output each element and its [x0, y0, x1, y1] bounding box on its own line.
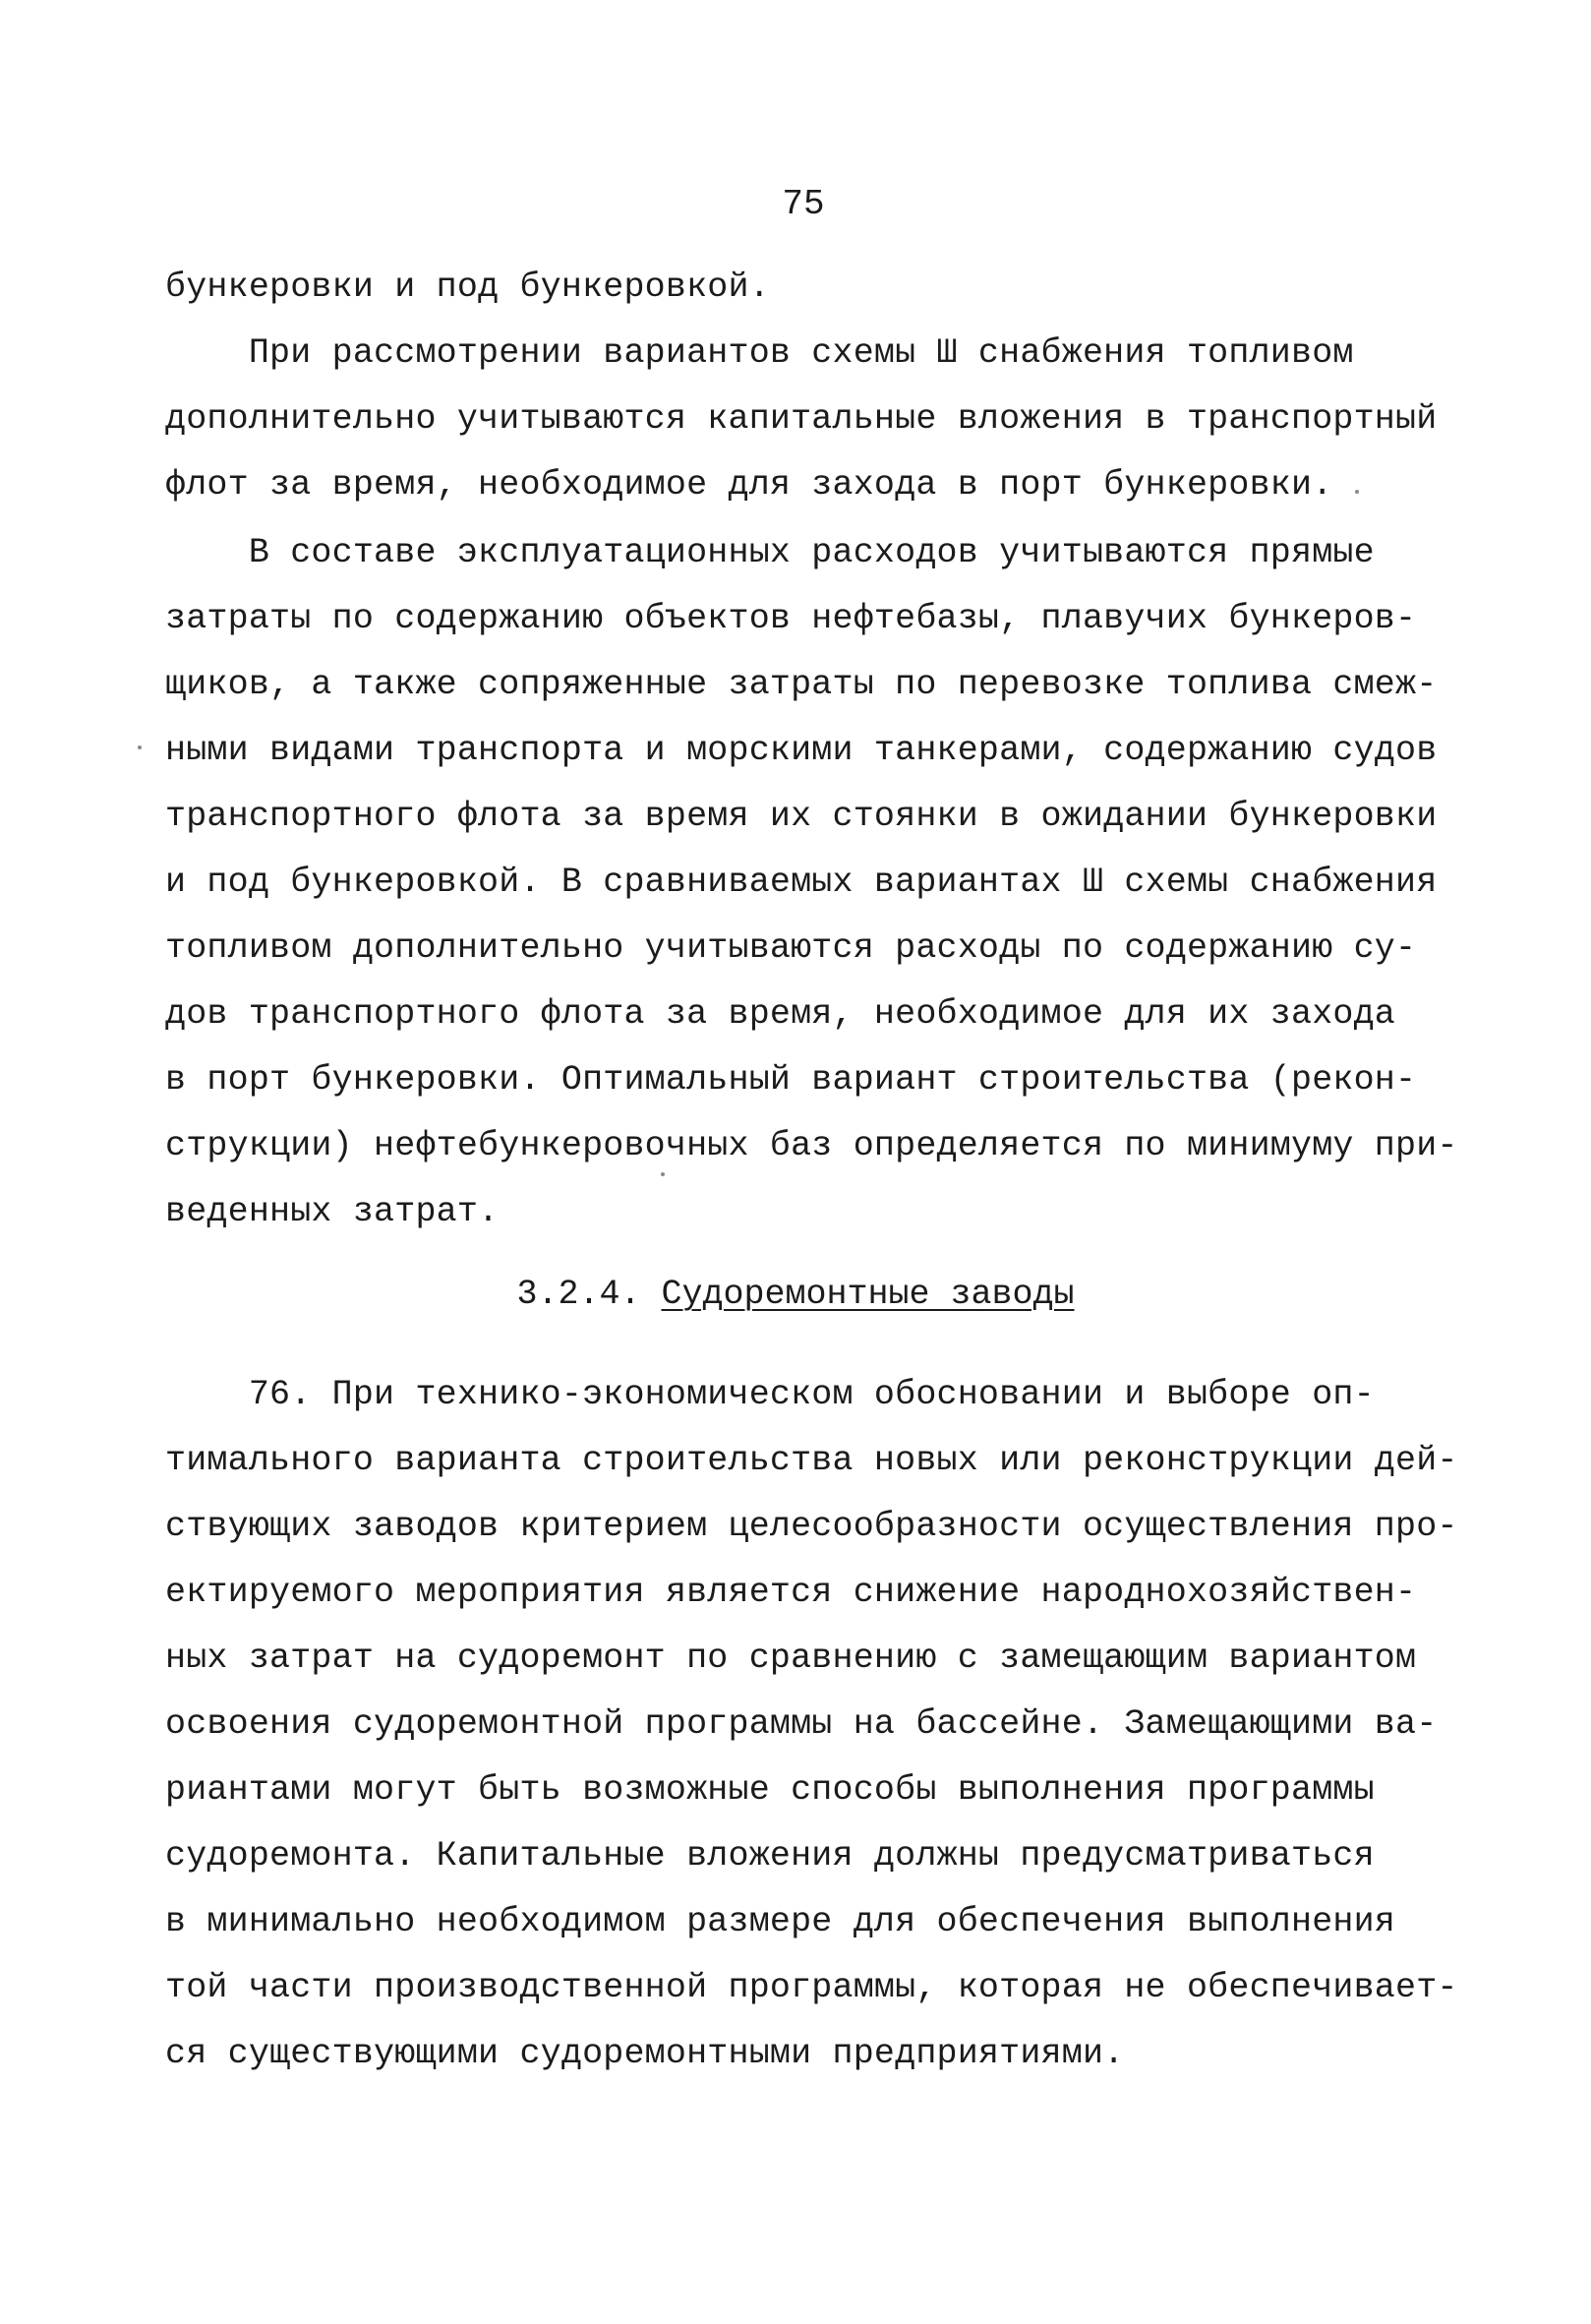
text-line: При рассмотрении вариантов схемы Ш снабжения топливом: [165, 333, 1354, 373]
text-line: транспортного флота за время их стоянки в ожидании бункеровки: [165, 797, 1438, 836]
text-line: ствующих заводов критерием целесообразности осуществления про-: [165, 1507, 1458, 1546]
text-line: и под бункеровкой. В сравниваемых вариантах Ш схемы снабжения: [165, 863, 1438, 902]
scan-speck: [1355, 490, 1359, 494]
section-number: 3.2.4.: [516, 1275, 641, 1314]
text-line: дов транспортного флота за время, необходимое для их захода: [165, 994, 1396, 1034]
text-line: в порт бункеровки. Оптимальный вариант строительства (рекон-: [165, 1060, 1417, 1100]
text-line: освоения судоремонтной программы на бассейне. Замещающими ва-: [165, 1704, 1438, 1744]
text-line: тимального варианта строительства новых или реконструкции дей-: [165, 1441, 1458, 1480]
scan-speck: [661, 1172, 665, 1176]
text-line: в минимально необходимом размере для обеспечения выполнения: [165, 1902, 1396, 1941]
text-line: ектируемого мероприятия является снижение народнохозяйствен-: [165, 1573, 1417, 1612]
text-line: дополнительно учитываются капитальные вложения в транспортный: [165, 399, 1438, 439]
text-line: струкции) нефтебункеровочных баз определяется по минимуму при-: [165, 1126, 1458, 1165]
page-number: 75: [782, 184, 825, 224]
text-line: щиков, а также сопряженные затраты по перевозке топлива смеж-: [165, 665, 1438, 704]
scan-speck: [138, 745, 142, 749]
text-line: судоремонта. Капитальные вложения должны предусматриваться: [165, 1836, 1375, 1876]
text-line: затраты по содержанию объектов нефтебазы, плавучих бункеров-: [165, 599, 1417, 638]
text-line: бункеровки и под бункеровкой.: [165, 268, 770, 307]
text-line: 76. При технико-экономическом обосновании и выборе оп-: [165, 1375, 1375, 1414]
text-line: ся существующими судоремонтными предприятиями.: [165, 2034, 1125, 2073]
text-line: ных затрат на судоремонт по сравнению с замещающим вариантом: [165, 1639, 1417, 1678]
text-line: риантами могут быть возможные способы выполнения программы: [165, 1770, 1375, 1810]
section-heading: [0, 1275, 1591, 1314]
text-line: веденных затрат.: [165, 1192, 500, 1231]
text-line: флот за время, необходимое для захода в порт бункеровки.: [165, 465, 1333, 505]
section-title: Судоремонтные заводы: [661, 1275, 1075, 1314]
text-line: топливом дополнительно учитываются расходы по содержанию су-: [165, 928, 1417, 968]
text-line: В составе эксплуатационных расходов учитываются прямые: [165, 533, 1375, 572]
text-line: той части производственной программы, которая не обеспечивает-: [165, 1968, 1458, 2007]
text-line: ными видами транспорта и морскими танкерами, содержанию судов: [165, 731, 1438, 770]
